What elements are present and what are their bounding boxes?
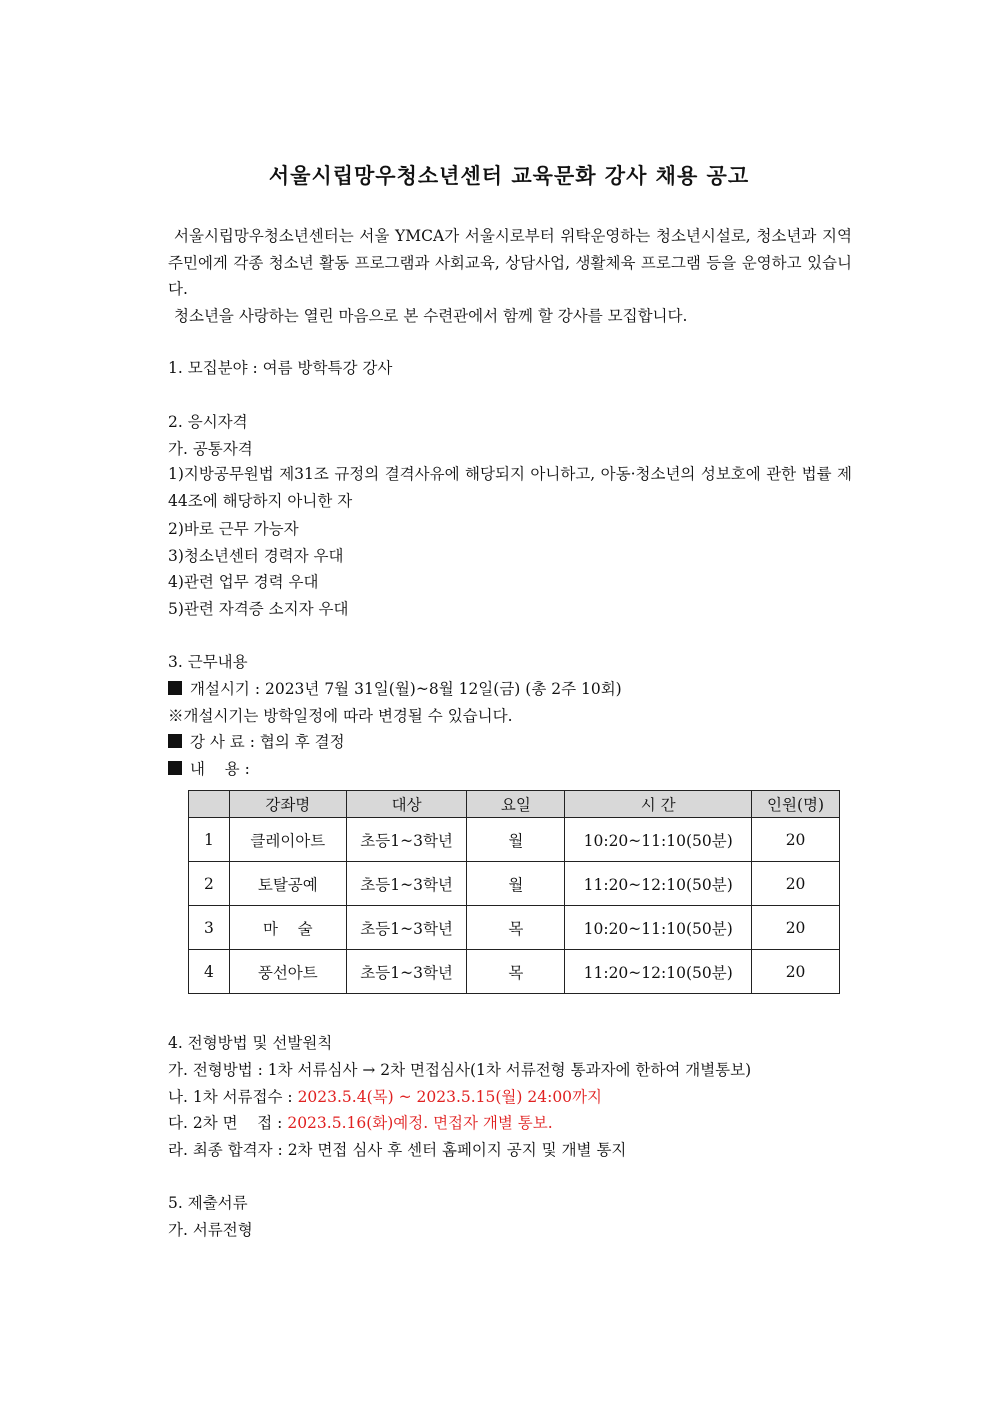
section2-item-1: 1)지방공무원법 제31조 규정의 결격사유에 해당되지 아니하고, 아동·청소년의 성보호에 관한 법률 제44조에 해당하지 아니한 자	[168, 465, 852, 510]
section3-period-text: 개설시기 : 2023년 7월 31일(월)~8월 12일(금) (총 2주 10회)	[190, 680, 622, 698]
section4-item-b-label: 나. 1차 서류접수 :	[168, 1088, 298, 1106]
table-cell: 4	[189, 950, 230, 994]
page-title: 서울시립망우청소년센터 교육문화 강사 채용 공고	[268, 164, 750, 188]
schedule-table	[188, 790, 840, 994]
table-cell: 20	[752, 818, 840, 862]
table-header-cell: 시 간	[565, 791, 752, 818]
section4-item-c-value: 2023.5.16(화)예정. 면접자 개별 통보.	[287, 1114, 553, 1132]
table-cell: 11:20~12:10(50분)	[565, 862, 752, 906]
table-cell: 마 술	[229, 906, 346, 950]
section3-period	[168, 678, 622, 700]
section1-heading: 1. 모집분야 : 여름 방학특강 강사	[168, 359, 393, 377]
table-cell: 20	[752, 906, 840, 950]
table-cell: 클레이아트	[229, 818, 346, 862]
table-row	[189, 862, 840, 906]
section4-item-d: 라. 최종 합격자 : 2차 면접 심사 후 센터 홈페이지 공지 및 개별 통지	[168, 1141, 627, 1159]
square-bullet-icon	[168, 761, 182, 775]
section2-item-3: 3)청소년센터 경력자 우대	[168, 547, 344, 565]
section2-heading: 2. 응시자격	[168, 413, 248, 431]
intro-paragraph-1: 서울시립망우청소년센터는 서울 YMCA가 서울시로부터 위탁운영하는 청소년시설로, 청소년과 지역주민에게 각종 청소년 활동 프로그램과 사회교육, 상담사업, 생활체육 프로그램 등을 운영하고 있습니다.	[168, 227, 852, 298]
table-cell: 월	[467, 862, 565, 906]
square-bullet-icon	[168, 734, 182, 748]
section4-item-a: 가. 전형방법 : 1차 서류심사 → 2차 면접심사(1차 서류전형 통과자에 한하여 개별통보)	[168, 1061, 752, 1079]
section5-sub: 가. 서류전형	[168, 1221, 253, 1239]
table-cell: 초등1~3학년	[346, 950, 467, 994]
table-cell: 2	[189, 862, 230, 906]
section2-item-4: 4)관련 업무 경력 우대	[168, 573, 319, 591]
section4-heading: 4. 전형방법 및 선발원칙	[168, 1034, 333, 1052]
table-header-cell: 대상	[346, 791, 467, 818]
section4-item-c-label: 다. 2차 면 접 :	[168, 1114, 288, 1132]
table-cell: 10:20~11:10(50분)	[565, 818, 752, 862]
table-header-cell	[189, 791, 230, 818]
table-cell: 월	[467, 818, 565, 862]
section3-note: ※개설시기는 방학일정에 따라 변경될 수 있습니다.	[168, 707, 513, 725]
section3-content-label: 내 용 :	[190, 760, 250, 778]
intro-paragraph-2: 청소년을 사랑하는 열린 마음으로 본 수련관에서 함께 할 강사를 모집합니다.	[174, 306, 688, 325]
intro-text	[168, 223, 852, 329]
section3-fee	[168, 731, 345, 753]
table-cell: 20	[752, 950, 840, 994]
table-row	[189, 818, 840, 862]
table-header-cell: 요일	[467, 791, 565, 818]
table-cell: 목	[467, 906, 565, 950]
table-header-cell: 인원(명)	[752, 791, 840, 818]
section3-fee-text: 강 사 료 : 협의 후 결정	[190, 733, 345, 751]
table-cell: 20	[752, 862, 840, 906]
square-bullet-icon	[168, 681, 182, 695]
section4-item-c	[168, 1112, 553, 1134]
table-cell: 풍선아트	[229, 950, 346, 994]
section3-content	[168, 758, 250, 780]
section4-item-b-value: 2023.5.4(목) ~ 2023.5.15(월) 24:00까지	[297, 1088, 602, 1106]
section3-heading: 3. 근무내용	[168, 653, 248, 671]
section4-item-b	[168, 1086, 602, 1108]
table-cell: 초등1~3학년	[346, 862, 467, 906]
table-cell: 초등1~3학년	[346, 818, 467, 862]
table-cell: 1	[189, 818, 230, 862]
table-cell: 3	[189, 906, 230, 950]
table-cell: 목	[467, 950, 565, 994]
section2-sub: 가. 공통자격	[168, 440, 253, 458]
table-header-cell: 강좌명	[229, 791, 346, 818]
section2-item-5: 5)관련 자격증 소지자 우대	[168, 600, 349, 618]
table-row	[189, 906, 840, 950]
section5-heading: 5. 제출서류	[168, 1194, 248, 1212]
table-cell: 초등1~3학년	[346, 906, 467, 950]
section2-item-2: 2)바로 근무 가능자	[168, 520, 299, 538]
table-cell: 토탈공예	[229, 862, 346, 906]
table-row	[189, 950, 840, 994]
table-cell: 11:20~12:10(50분)	[565, 950, 752, 994]
table-cell: 10:20~11:10(50분)	[565, 906, 752, 950]
table-header-row	[189, 791, 840, 818]
